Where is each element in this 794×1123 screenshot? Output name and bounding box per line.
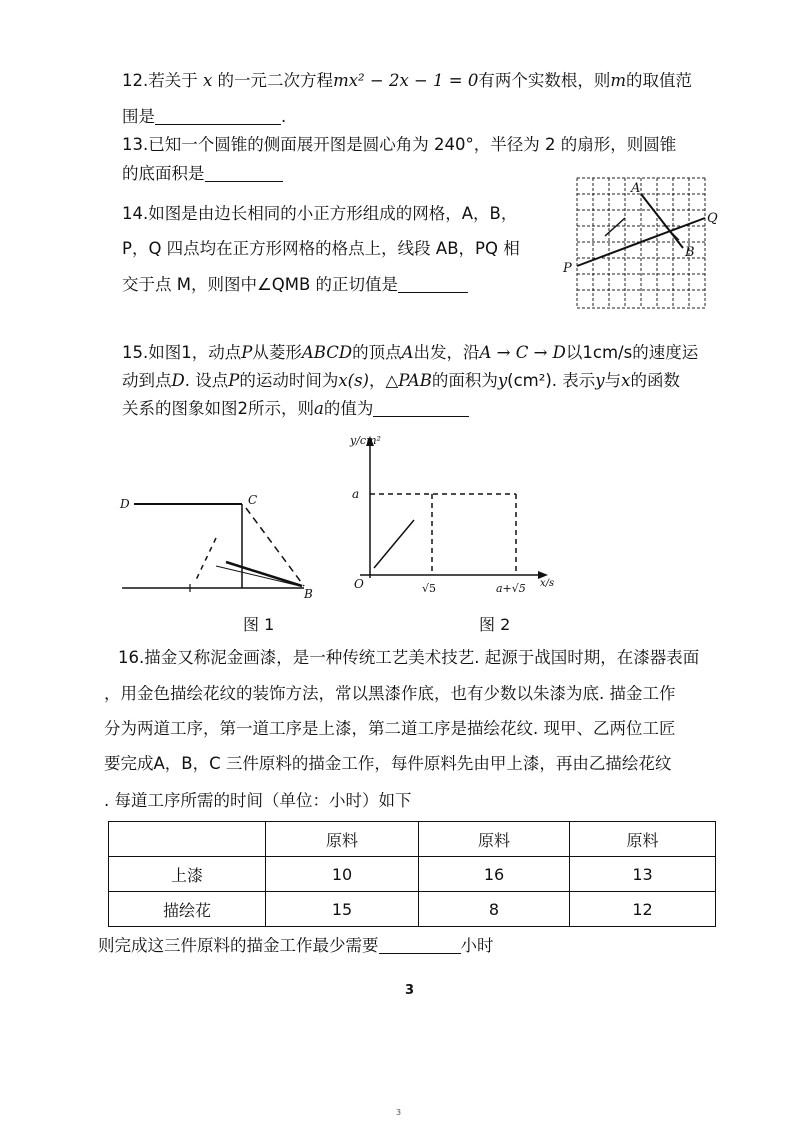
q15-text: ，△ <box>369 371 399 390</box>
q12-text: 12.若关于 <box>122 71 203 90</box>
q15-answer-blank[interactable] <box>373 400 469 417</box>
q12-text: 的取值范 <box>626 71 693 90</box>
table-cell: 上漆 <box>109 857 266 892</box>
q15-text: 关系的图象如图2所示，则 <box>122 399 314 418</box>
table-cell: 16 <box>419 857 570 892</box>
q15-text: 的函数 <box>630 371 680 390</box>
q14-text: 14.如图是由边长相同的小正方形组成的网格，A，B， <box>122 204 518 223</box>
fig2-x-axis-label: x/s <box>540 578 555 589</box>
q15-text: 的值为 <box>323 399 374 418</box>
fig2-y-axis-label: y/cm² <box>350 434 381 447</box>
q15-text: (cm²). 表示 <box>507 371 596 390</box>
q15-line1 <box>122 342 698 364</box>
q14-answer-blank[interactable] <box>398 276 468 293</box>
q15-line3 <box>122 398 469 420</box>
q15-var: P <box>241 343 253 362</box>
table-row <box>109 857 716 892</box>
q15-text: . 设点 <box>184 371 229 390</box>
point-label-q: Q <box>707 211 718 226</box>
q15-line2 <box>122 370 680 392</box>
q16-answer-blank[interactable] <box>379 937 461 954</box>
fig1-label-d: D <box>120 497 130 511</box>
q15-path: A → C → D <box>479 343 566 362</box>
fig2-label-a: a <box>352 487 360 501</box>
segment-pb-2 <box>216 566 300 586</box>
q15-var: x(s) <box>338 371 369 390</box>
q13-line2 <box>122 163 283 185</box>
q15-var: ABCD <box>301 343 353 362</box>
q13-text: 的底面积是 <box>122 164 205 183</box>
q15-var: y <box>497 371 508 390</box>
q15-text: 以1cm/s的速度运 <box>565 343 699 362</box>
q15-text: 的顶点 <box>352 343 402 362</box>
q13-line1 <box>122 134 676 156</box>
q15-text: 出发，沿 <box>413 343 480 362</box>
auxiliary-stroke <box>605 218 625 236</box>
q15-var: a <box>314 399 324 418</box>
q16-line2: ，用金色描绘花纹的装饰方法，常以黑漆作底，也有少数以朱漆为底. 描金工作 <box>104 684 676 703</box>
q15-text: 动到点 <box>122 371 172 390</box>
q16-line4: 要完成A，B，C 三件原料的描金工作，每件原料先由甲上漆，再由乙描绘花纹 <box>104 754 672 773</box>
segment-pb <box>226 562 302 586</box>
q14-text: 交于点 M，则图中∠QMB 的正切值是 <box>122 275 399 294</box>
fig2-origin: O <box>354 577 364 591</box>
q12-text: 围是 <box>122 107 155 126</box>
q15-var: A <box>401 343 414 362</box>
table-cell: 12 <box>570 892 716 927</box>
footer-page-number: 3 <box>396 1108 402 1117</box>
fig1-caption: 图 1 <box>243 615 275 634</box>
q13-answer-blank[interactable] <box>205 165 283 182</box>
table-cell: 13 <box>570 857 716 892</box>
q12-line2 <box>122 106 286 128</box>
q12-answer-blank[interactable] <box>155 108 281 125</box>
table-cell: 描绘花 <box>109 892 266 927</box>
q15-text: 15.如图1，动点 <box>122 343 242 362</box>
q14-line3 <box>122 274 468 296</box>
q12-text: 的一元二次方程 <box>212 71 334 90</box>
q14-line1 <box>122 203 517 225</box>
fig2-caption: 图 2 <box>479 615 511 634</box>
q14-grid-figure <box>555 168 725 318</box>
table-header-cell: 原料 <box>266 822 419 857</box>
q12-var-x: x <box>203 71 213 90</box>
q15-text: 从菱形 <box>252 343 302 362</box>
q15-text: 的面积为 <box>431 371 498 390</box>
q12-line1 <box>122 70 692 92</box>
table-cell: 15 <box>266 892 419 927</box>
table-header-cell: 原料 <box>570 822 716 857</box>
graph-segment <box>374 520 414 568</box>
table-header-cell <box>109 822 266 857</box>
q12-equation: mx² − 2x − 1 = 0 <box>333 71 479 90</box>
q12-period: . <box>281 107 287 126</box>
q13-text: 13.已知一个圆锥的侧面展开图是圆心角为 240°，半径为 2 的扇形，则圆锥 <box>122 135 677 154</box>
q15-text: 与 <box>604 371 622 390</box>
table-cell: 8 <box>419 892 570 927</box>
page-number: 3 <box>405 983 415 998</box>
q15-var: PAB <box>398 371 432 390</box>
q16-text: 小时 <box>460 936 494 955</box>
q15-text: 的运动时间为 <box>239 371 339 390</box>
q15-var: D <box>171 371 185 390</box>
side-cb <box>246 508 304 586</box>
q14-text: P，Q 四点均在正方形网格的格点上，线段 AB，PQ 相 <box>122 239 520 258</box>
fig2-tick-a-plus-sqrt5: a+√5 <box>496 582 526 595</box>
fig2-tick-sqrt5: √5 <box>422 582 437 595</box>
fig1-label-c: C <box>248 493 258 507</box>
q14-line2 <box>122 238 520 260</box>
table-row <box>109 892 716 927</box>
table-cell: 10 <box>266 857 419 892</box>
q15-figure-2 <box>330 430 560 605</box>
q16-text: 则完成这三件原料的描金工作最少需要 <box>98 936 379 955</box>
q15-var: y <box>595 371 605 390</box>
q16-line1: 16.描金又称泥金画漆，是一种传统工艺美术技艺. 起源于战国时期，在漆器表面 <box>118 648 700 667</box>
fig1-label-b: B <box>304 587 313 601</box>
table-header-row <box>109 822 716 857</box>
q16-answer-line <box>98 935 494 957</box>
q12-text: 有两个实数根，则 <box>478 71 611 90</box>
q15-var: x <box>621 371 631 390</box>
point-label-p: P <box>563 261 572 276</box>
q12-var-m: m <box>610 71 627 90</box>
table-header-cell: 原料 <box>419 822 570 857</box>
point-label-a: A <box>631 181 641 196</box>
q16-time-table <box>108 821 716 927</box>
q16-line3: 分为两道工序，第一道工序是上漆，第二道工序是描绘花纹. 现甲、乙两位工匠 <box>104 719 676 738</box>
q16-line5: . 每道工序所需的时间（单位：小时）如下 <box>104 791 412 810</box>
point-label-b: B <box>685 245 695 260</box>
diagonal-dash <box>196 538 216 580</box>
q15-var: P <box>228 371 240 390</box>
q15-figure-1 <box>112 480 322 605</box>
